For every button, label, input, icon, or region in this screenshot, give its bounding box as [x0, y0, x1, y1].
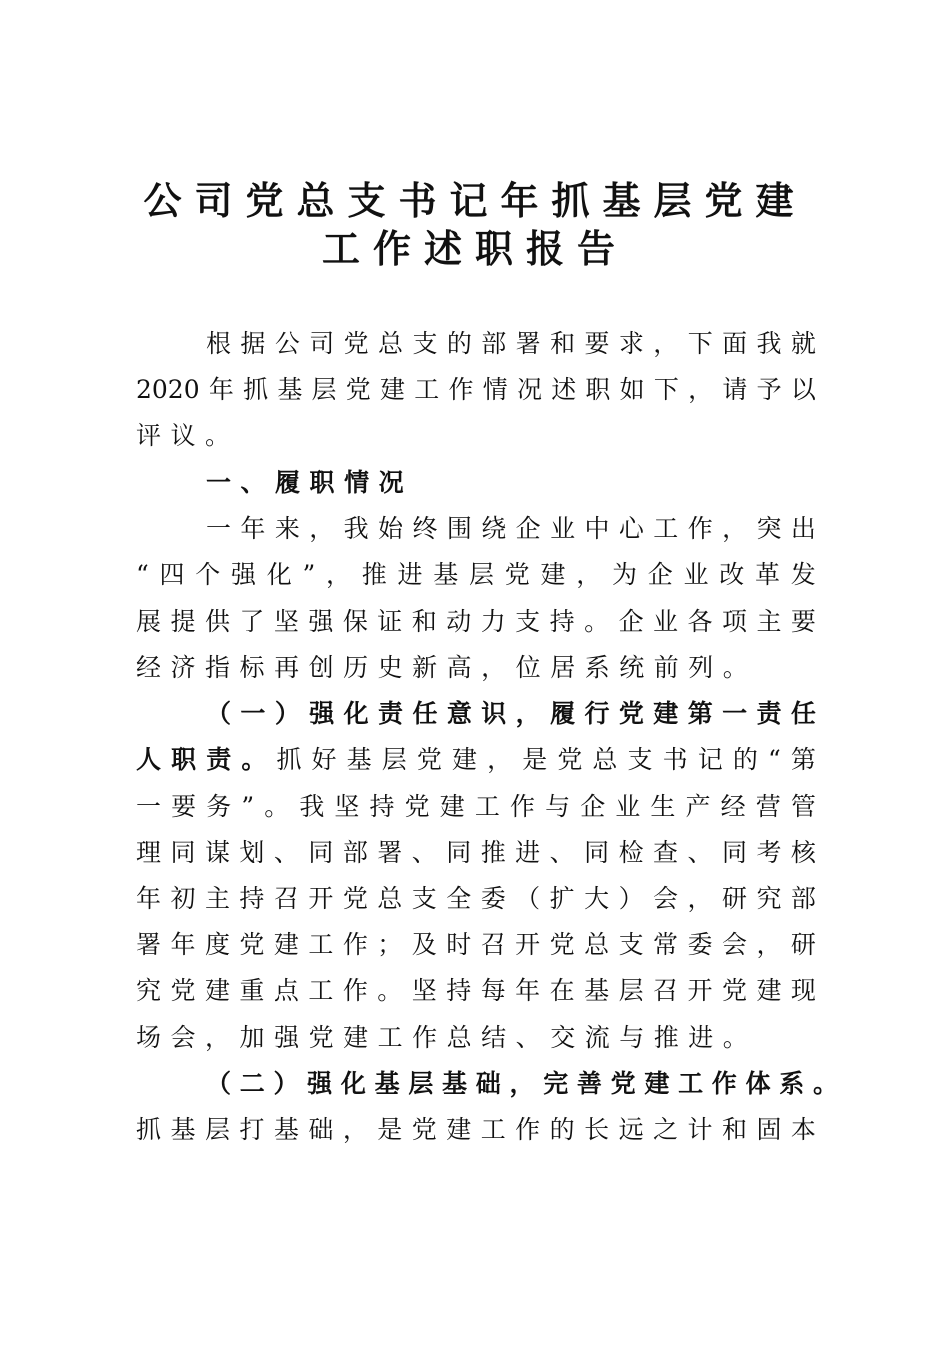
paragraph-line-5: “ 四 个 强 化 ” ， 推 进 基 层 党 建 ， 为 企 业 改 革 发 [136, 560, 816, 589]
paragraph-line-3: 评 议 。 [136, 421, 231, 450]
paragraph-line-11: 年 初 主 持 召 开 党 总 支 全 委 （ 扩 大 ） 会 ， 研 究 部 [136, 884, 816, 913]
subsection-heading-2: （ 二 ） 强 化 基 层 基 础 ， 完 善 党 建 工 作 体 系 。 [206, 1069, 838, 1098]
paragraph-line-13: 究 党 建 重 点 工 作 。 坚 持 每 年 在 基 层 召 开 党 建 现 [136, 976, 816, 1005]
section-heading-1: 一 、 履 职 情 况 [206, 468, 404, 497]
paragraph-line-4: 一 年 来 ， 我 始 终 围 绕 企 业 中 心 工 作 ， 突 出 [206, 514, 816, 543]
paragraph-line-10: 理 同 谋 划 、 同 部 署 、 同 推 进 、 同 检 查 、 同 考 核 [136, 838, 816, 867]
paragraph-line-9: 一 要 务 ” 。 我 坚 持 党 建 工 作 与 企 业 生 产 经 营 管 [136, 792, 816, 821]
paragraph-line-12: 署 年 度 党 建 工 作 ； 及 时 召 开 党 总 支 常 委 会 ， 研 [136, 930, 816, 959]
document-title-line-1: 公司党总支书记年抓基层党建 [143, 179, 807, 223]
subsection-heading-1: （ 一 ） 强 化 责 任 意 识 ， 履 行 党 建 第 一 责 任 [206, 699, 816, 728]
paragraph-line-8: 人 职 责 。 抓 好 基 层 党 建 ， 是 党 总 支 书 记 的 “ 第 [136, 745, 816, 774]
document-title-line-2: 工作述职报告 [321, 227, 628, 271]
paragraph-line-15: 抓 基 层 打 基 础 ， 是 党 建 工 作 的 长 远 之 计 和 固 本 [136, 1115, 816, 1144]
paragraph-line-1: 根 据 公 司 党 总 支 的 部 署 和 要 求 ， 下 面 我 就 [206, 329, 816, 358]
paragraph-line-6: 展 提 供 了 坚 强 保 证 和 动 力 支 持 。 企 业 各 项 主 要 [136, 607, 816, 636]
paragraph-line-7: 经 济 指 标 再 创 历 史 新 高 ， 位 居 系 统 前 列 。 [136, 653, 748, 682]
paragraph-line-14: 场 会 ， 加 强 党 建 工 作 总 结 、 交 流 与 推 进 。 [136, 1023, 748, 1052]
paragraph-line-2: 2020 年 抓 基 层 党 建 工 作 情 况 述 职 如 下 ， 请 予 以 [136, 375, 816, 404]
